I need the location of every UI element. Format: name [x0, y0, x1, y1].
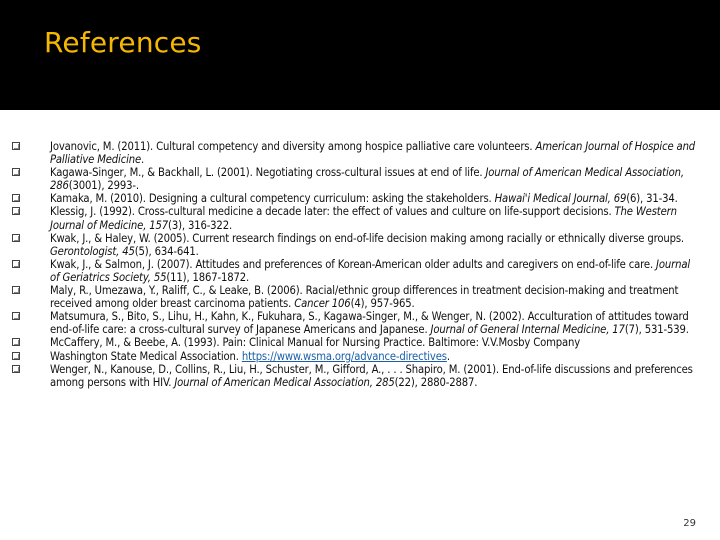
reference-citation: (22), 2880-2887.: [394, 375, 478, 389]
journal-title: Journal of Geriatrics Society, 55: [50, 257, 690, 284]
reference-citation: (11), 1867-1872.: [166, 270, 250, 284]
reference-item: [50, 166, 698, 192]
reference-item: [50, 336, 698, 349]
page-number: 29: [683, 518, 696, 529]
slide-title: References: [44, 26, 202, 59]
square-bullet-icon: [12, 234, 20, 242]
journal-title: American Journal of Hospice and Palliative Medicine: [50, 140, 696, 167]
square-bullet-icon: [12, 286, 20, 294]
reference-citation: (3001), 2993-.: [68, 179, 139, 193]
reference-citation: (6), 31-34.: [626, 192, 678, 206]
reference-text: Wenger, N., Kanouse, D., Collins, R., Liu, H., Schuster, M., Gifford, A., . . . Shapiro, M. (2001). End-of-life discussions and preferences among persons with HIV.: [50, 362, 693, 389]
reference-item: [50, 232, 698, 258]
journal-title: Gerontologist, 45: [50, 244, 135, 258]
reference-text: Kwak, J., & Haley, W. (2005). Current research findings on end-of-life decision making among racially or ethnically diverse groups.: [50, 231, 684, 245]
journal-title: Hawai'i Medical Journal, 69: [494, 192, 627, 206]
square-bullet-icon: [12, 194, 20, 202]
journal-title: Cancer 106: [294, 297, 351, 311]
journal-title: Journal of American Medical Association, 285: [174, 375, 395, 389]
reference-item: [50, 363, 698, 389]
square-bullet-icon: [12, 168, 20, 176]
reference-text: Jovanovic, M. (2011). Cultural competency and diversity among hospice palliative care volunteers.: [50, 140, 536, 153]
reference-item: [50, 140, 698, 166]
reference-citation: .: [446, 349, 450, 363]
square-bullet-icon: [12, 207, 20, 215]
reference-text: Washington State Medical Association.: [50, 349, 242, 363]
square-bullet-icon: [12, 260, 20, 268]
reference-text: Klessig, J. (1992). Cross-cultural medicine a decade later: the effect of values and culture on life-support decisions.: [50, 205, 615, 219]
journal-title: The Western Journal of Medicine, 157: [50, 205, 677, 232]
reference-citation: (3), 316-322.: [168, 218, 232, 232]
square-bullet-icon: [12, 338, 20, 346]
reference-citation: (4), 957-965.: [350, 297, 415, 311]
square-bullet-icon: [12, 142, 20, 150]
reference-item: [50, 310, 698, 336]
reference-item: [50, 258, 698, 284]
reference-text: Kamaka, M. (2010). Designing a cultural competency curriculum: asking the stakeholders.: [50, 192, 495, 206]
wsma-link[interactable]: https://www.wsma.org/advance-directives: [241, 349, 447, 363]
reference-citation: .: [141, 153, 145, 167]
square-bullet-icon: [12, 312, 20, 320]
reference-text: Maly, R., Umezawa, Y., Raliff, C., & Leake, B. (2006). Racial/ethnic group differences in treatment decision-making and treatment received among older breast carcinoma patients.: [50, 284, 679, 311]
journal-title: Journal of American Medical Association, 286: [50, 166, 684, 193]
reference-citation: (5), 634-641.: [134, 244, 199, 258]
reference-item: [50, 350, 698, 363]
reference-item: [50, 205, 698, 231]
reference-item: [50, 284, 698, 310]
reference-text: McCaffery, M., & Beebe, A. (1993). Pain: Clinical Manual for Nursing Practice. Baltimore: V.V.Mosby Company: [50, 336, 581, 350]
reference-text: Kwak, J., & Salmon, J. (2007). Attitudes and preferences of Korean-American older adults and caregivers on end-of-life care.: [50, 257, 657, 271]
reference-citation: (7), 531-539.: [624, 323, 689, 337]
square-bullet-icon: [12, 352, 20, 360]
reference-item: [50, 192, 698, 205]
reference-list: [0, 140, 720, 389]
reference-text: Kagawa-Singer, M., & Backhall, L. (2001). Negotiating cross-cultural issues at end of life.: [50, 166, 486, 180]
journal-title: Journal of General Internal Medicine, 17: [430, 323, 625, 337]
reference-text: Matsumura, S., Bito, S., Lihu, H., Kahn, K., Fukuhara, S., Kagawa-Singer, M., & Wenger, N. (2002). Acculturation of attitudes toward end-of-life care: a cross-cultural survey of Japanese Americans and Japanese.: [50, 310, 689, 337]
title-bar: [0, 0, 720, 110]
square-bullet-icon: [12, 365, 20, 373]
